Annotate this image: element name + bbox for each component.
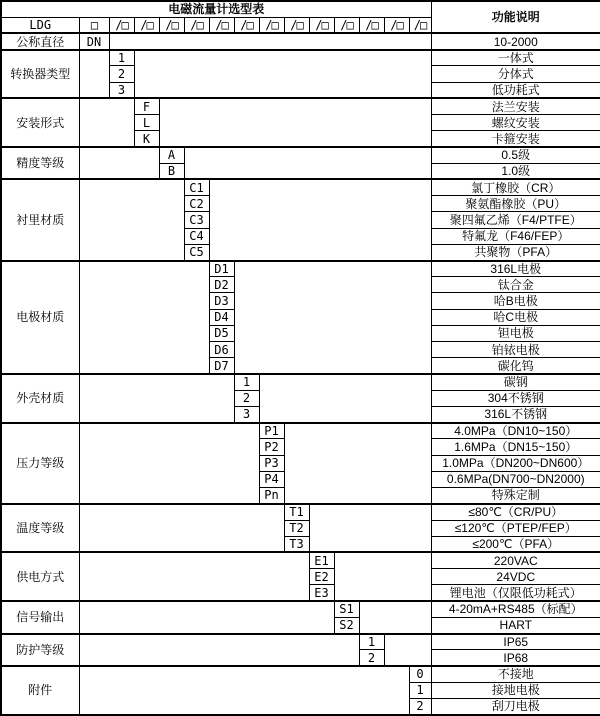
option-description: 铂铱电极 <box>431 342 600 358</box>
spacer-left <box>79 552 309 601</box>
option-description: 螺纹安装 <box>431 115 600 131</box>
spacer-right <box>159 98 431 147</box>
option-description: 304不锈钢 <box>431 390 600 406</box>
option-description: 不接地 <box>431 666 600 682</box>
category-label: 温度等级 <box>1 504 79 553</box>
category-label: 附件 <box>1 666 79 715</box>
model-slot-box: /□ <box>109 17 134 33</box>
option-description: 316L电极 <box>431 261 600 277</box>
option-code: T1 <box>284 504 309 520</box>
option-code: E3 <box>309 585 334 601</box>
model-slot-box: /□ <box>359 17 384 33</box>
model-slot-box: /□ <box>209 17 234 33</box>
option-description: 0.5级 <box>431 147 600 163</box>
option-code: C3 <box>184 212 209 228</box>
option-description: 氯丁橡胶（CR） <box>431 179 600 195</box>
spacer-right <box>334 552 431 601</box>
option-description: 1.0MPa（DN200~DN600） <box>431 455 600 471</box>
option-code: T3 <box>284 536 309 552</box>
option-description: 刮刀电极 <box>431 698 600 715</box>
option-description: ≤200℃（PFA） <box>431 536 600 552</box>
option-code: T2 <box>284 520 309 536</box>
option-code: D1 <box>209 261 234 277</box>
spacer-right <box>384 634 431 666</box>
option-code: K <box>134 131 159 147</box>
function-description-header: 功能说明 <box>431 1 600 33</box>
option-code: E1 <box>309 552 334 568</box>
option-description: IP65 <box>431 634 600 650</box>
option-code: 1 <box>234 374 259 390</box>
model-slot-box: /□ <box>184 17 209 33</box>
option-description: 低功耗式 <box>431 82 600 98</box>
spacer-right <box>209 179 431 260</box>
option-code: P1 <box>259 423 284 439</box>
category-label: 转换器类型 <box>1 50 79 99</box>
option-code: 2 <box>234 390 259 406</box>
option-description: 特殊定制 <box>431 488 600 504</box>
option-description: 一体式 <box>431 50 600 66</box>
category-label: 信号输出 <box>1 601 79 633</box>
option-description: 分体式 <box>431 66 600 82</box>
option-code: D3 <box>209 293 234 309</box>
model-slot-box: /□ <box>334 17 359 33</box>
model-slot-box: /□ <box>259 17 284 33</box>
option-code: S2 <box>334 617 359 633</box>
model-slot-box: /□ <box>384 17 409 33</box>
option-code: 1 <box>409 682 431 698</box>
option-code: 3 <box>234 406 259 422</box>
option-description: 24VDC <box>431 569 600 585</box>
option-code: P3 <box>259 455 284 471</box>
option-code: 1 <box>109 50 134 66</box>
category-label: 电极材质 <box>1 261 79 375</box>
option-code: D7 <box>209 358 234 374</box>
option-code: C2 <box>184 196 209 212</box>
option-description: 0.6MPa(DN700~DN2000) <box>431 471 600 487</box>
model-slot-box: /□ <box>234 17 259 33</box>
spacer-right <box>109 33 431 49</box>
option-description: 碳化钨 <box>431 358 600 374</box>
option-description: HART <box>431 617 600 633</box>
option-code: S1 <box>334 601 359 617</box>
spacer-right <box>309 504 431 553</box>
category-label: 压力等级 <box>1 423 79 504</box>
option-description: 哈B电极 <box>431 293 600 309</box>
model-slot-box: /□ <box>134 17 159 33</box>
option-description: 钛合金 <box>431 277 600 293</box>
spacer-left <box>79 601 334 633</box>
model-slot-box: /□ <box>284 17 309 33</box>
option-code: D5 <box>209 325 234 341</box>
option-description: 10-2000 <box>431 33 600 49</box>
option-description: 220VAC <box>431 552 600 568</box>
option-description: 4.0MPa（DN10~150） <box>431 423 600 439</box>
option-description: 316L不锈钢 <box>431 406 600 422</box>
option-code: 0 <box>409 666 431 682</box>
spacer-right <box>134 50 431 99</box>
table-title: 电磁流量计选型表 <box>1 1 431 17</box>
spacer-left <box>79 666 409 715</box>
spacer-left <box>79 504 284 553</box>
spacer-left <box>79 50 109 99</box>
option-description: ≤120℃（PTEP/FEP） <box>431 520 600 536</box>
spacer-right <box>284 423 431 504</box>
option-description: 1.6MPa（DN15~150） <box>431 439 600 455</box>
spacer-right <box>359 601 431 633</box>
option-code: 2 <box>359 650 384 666</box>
option-description: 4-20mA+RS485（标配） <box>431 601 600 617</box>
option-code: E2 <box>309 569 334 585</box>
spacer-left <box>79 179 184 260</box>
model-slot-box: /□ <box>159 17 184 33</box>
option-description: 锂电池（仅限低功耗式） <box>431 585 600 601</box>
category-label: 防护等级 <box>1 634 79 666</box>
option-code: 2 <box>109 66 134 82</box>
option-description: 特氟龙（F46/FEP） <box>431 228 600 244</box>
spacer-right <box>259 374 431 423</box>
option-code: F <box>134 98 159 114</box>
spacer-left <box>79 634 359 666</box>
category-label: 公称直径 <box>1 33 79 49</box>
option-code: D4 <box>209 309 234 325</box>
option-code: C1 <box>184 179 209 195</box>
option-description: 共聚物（PFA） <box>431 244 600 260</box>
model-first-box: □ <box>79 17 109 33</box>
spacer-left <box>79 261 209 375</box>
option-code: Pn <box>259 488 284 504</box>
category-label: 安装形式 <box>1 98 79 147</box>
option-description: 钽电极 <box>431 325 600 341</box>
option-description: 法兰安装 <box>431 98 600 114</box>
option-code: P2 <box>259 439 284 455</box>
option-description: 聚氨酯橡胶（PU） <box>431 196 600 212</box>
option-code: C4 <box>184 228 209 244</box>
option-code: 2 <box>409 698 431 715</box>
option-code: D6 <box>209 342 234 358</box>
option-description: 接地电极 <box>431 682 600 698</box>
option-code: 1 <box>359 634 384 650</box>
option-code: L <box>134 115 159 131</box>
spacer-left <box>79 147 159 179</box>
option-code: D2 <box>209 277 234 293</box>
option-code: DN <box>79 33 109 49</box>
option-description: 卡箍安装 <box>431 131 600 147</box>
spacer-left <box>79 423 259 504</box>
option-code: A <box>159 147 184 163</box>
option-description: IP68 <box>431 650 600 666</box>
model-slot-box: /□ <box>409 17 431 33</box>
model-slot-box: /□ <box>309 17 334 33</box>
spacer-left <box>79 98 134 147</box>
option-description: ≤80℃（CR/PU） <box>431 504 600 520</box>
option-description: 哈C电极 <box>431 309 600 325</box>
option-code: 3 <box>109 82 134 98</box>
option-description: 聚四氟乙烯（F4/PTFE） <box>431 212 600 228</box>
spacer-left <box>79 374 234 423</box>
spacer-right <box>184 147 431 179</box>
category-label: 外壳材质 <box>1 374 79 423</box>
category-label: 供电方式 <box>1 552 79 601</box>
category-label: 衬里材质 <box>1 179 79 260</box>
option-code: B <box>159 163 184 179</box>
option-code: C5 <box>184 244 209 260</box>
model-prefix: LDG <box>1 17 79 33</box>
option-code: P4 <box>259 471 284 487</box>
spacer-right <box>234 261 431 375</box>
option-description: 1.0级 <box>431 163 600 179</box>
category-label: 精度等级 <box>1 147 79 179</box>
option-description: 碳钢 <box>431 374 600 390</box>
